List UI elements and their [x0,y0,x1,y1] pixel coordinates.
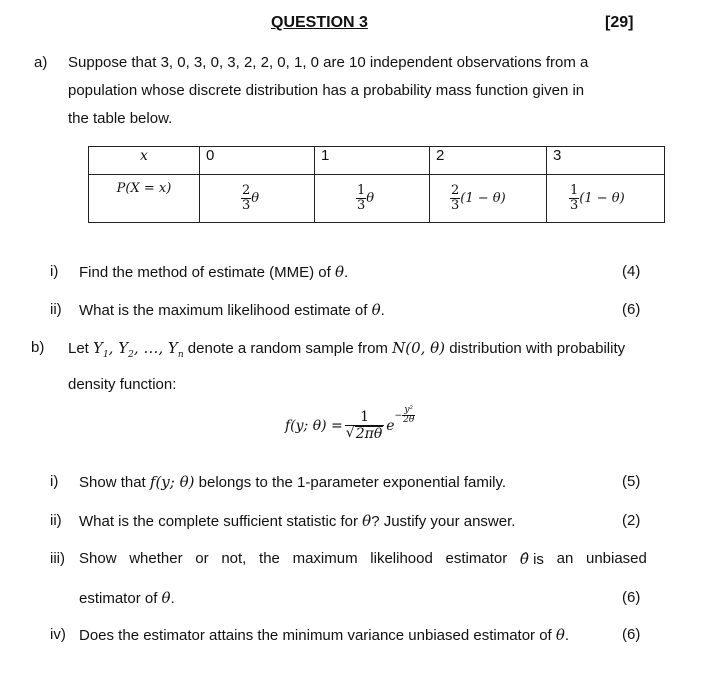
question-b-iii-text: Show whether or not, the maximum likelihood estimator θ̂ is an unbiased [79,550,647,568]
table-cell-x-1: 1 [315,147,430,175]
table-row [89,175,665,223]
question-b-iii-label: iii) [50,550,65,567]
table-cell-x-3: 3 [547,147,665,175]
question-b-iv-marks: (6) [622,626,641,643]
table-cell-pmf-1: $\frac{1}{3}$ θ [315,175,430,223]
part-a-line-3: the table below. [68,110,173,127]
part-a-label: a) [34,54,48,71]
part-b-label: b) [31,339,45,356]
question-title: QUESTION 3 [271,14,368,31]
table-header-x: x [89,147,200,175]
pmf-table [88,146,665,223]
density-formula: f(y; θ) = 1 √ 2πθ e − $\frac{\text{y²}}{2\theta}$ [285,404,415,442]
table-cell-x-0: 0 [200,147,315,175]
question-a-ii-marks: (6) [622,301,641,318]
question-b-iii-text-cont: estimator of θ. [79,589,175,607]
question-a-ii-label: ii) [50,301,62,318]
question-b-ii-label: ii) [50,512,62,529]
question-a-i-label: i) [50,263,59,280]
fraction: $\frac{2}{3}$ [451,183,460,213]
question-b-i-label: i) [50,473,59,490]
question-a-i-marks: (4) [622,263,641,280]
part-b-line-1: Let $Y_1$, $Y_2$, …, $Y_n$ denote a random sample from N(0, θ) distribution with probability [68,339,626,360]
fraction: $\frac{2}{3}$ [242,183,251,213]
question-b-i-text: Show that f(y; θ) belongs to the 1-parameter exponential family. [79,473,507,491]
question-b-ii-marks: (2) [622,512,641,529]
table-cell-pmf-2: $\frac{2}{3}$ (1 − θ) [430,175,547,223]
part-b-line-2: density function: [68,376,177,393]
question-a-ii-text: What is the maximum likelihood estimate of θ. [79,301,385,319]
question-b-iv-text: Does the estimator attains the minimum variance unbiased estimator of θ. [79,626,570,644]
fraction: $\frac{\text{y²}}{2\theta}$ [403,404,415,426]
question-b-iv-label: iv) [50,626,66,643]
fraction: $\frac{1}{3}$ [357,183,366,213]
fraction: 1 √ 2πθ [345,409,383,442]
question-a-i-text: Find the method of estimate (MME) of θ. [79,263,349,281]
part-a-line-2: population whose discrete distribution has a probability mass function given in [68,82,585,99]
total-marks: [29] [605,14,634,31]
sqrt-symbol: √ 2πθ [345,424,383,442]
table-cell-x-2: 2 [430,147,547,175]
question-b-iii-marks: (6) [622,589,641,606]
table-cell-pmf-3: $\frac{1}{3}$ (1 − θ) [547,175,665,223]
table-header-pmf: P(X = x) [89,175,200,223]
question-b-ii-text: What is the complete sufficient statistic for θ? Justify your answer. [79,512,516,530]
fraction: $\frac{1}{3}$ [570,183,579,213]
question-b-i-marks: (5) [622,473,641,490]
part-a-line-1: Suppose that 3, 0, 3, 0, 3, 2, 2, 0, 1, 0 are 10 independent observations from a [68,54,589,71]
table-row [89,147,665,175]
table-cell-pmf-0: $\frac{2}{3}$ θ [200,175,315,223]
exponent: − $\frac{\text{y²}}{2\theta}$ [394,404,415,426]
